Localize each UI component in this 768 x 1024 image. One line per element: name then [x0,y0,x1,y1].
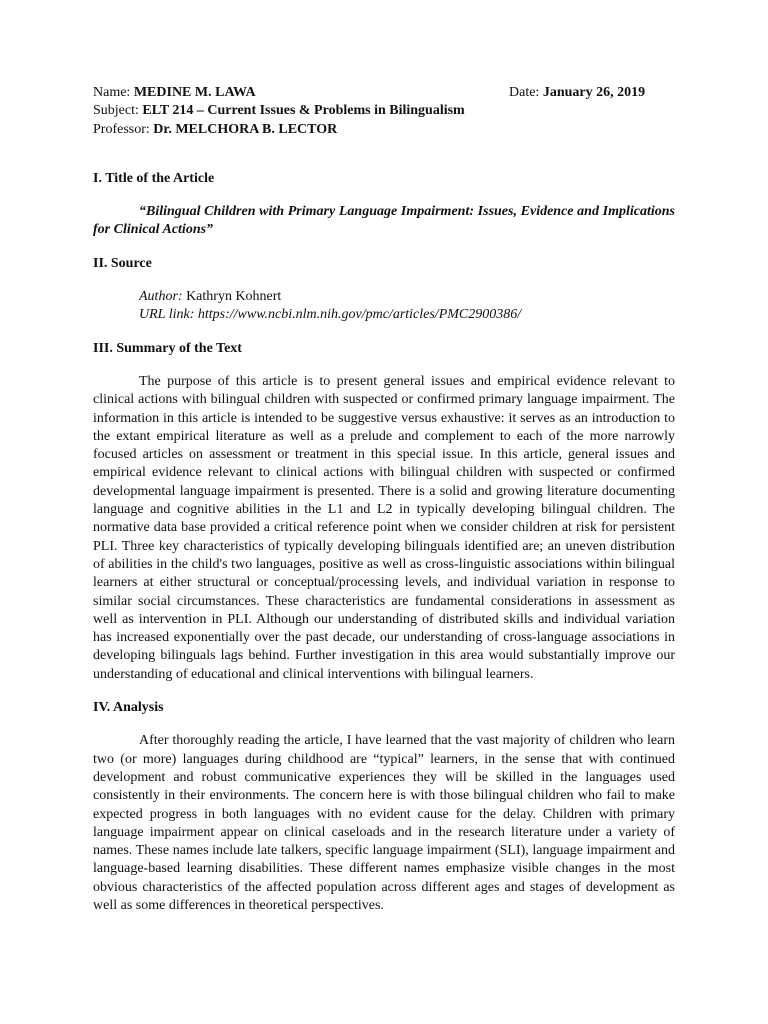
url-line [93,306,675,324]
analysis-heading: IV. Analysis [93,700,164,716]
url-value: https://www.ncbi.nlm.nih.gov/pmc/articles/PMC2900386/ [197,307,522,323]
source-heading: II. Source [93,255,152,271]
summary-heading: III. Summary of the Text [93,340,242,356]
title-heading: I. Title of the Article [93,170,215,186]
author-label: Author: [139,289,183,305]
article-title: “Bilingual Children with Primary Language Impairment: Issues, Evidence and Implications for Clinical Actions” [93,204,675,238]
professor-label: Professor: [93,121,154,137]
professor-line [93,121,675,139]
date-field [509,84,645,102]
author-value: Kathryn Kohnert [182,289,282,305]
name-line [93,84,675,102]
date-label: Date: [509,85,543,100]
subject-label: Subject: [93,103,143,119]
professor-value: Dr. MELCHORA B. LECTOR [153,121,338,137]
url-label: URL link: [139,307,198,323]
name-label: Name: [93,85,134,100]
subject-line [93,102,675,120]
summary-paragraph: The purpose of this article is to present general issues and empirical evidence relevant to clinical actions with bilingual children with suspected or confirmed primary language impairment. The information in this article is intended to be suggestive versus exhaustive: it serves as an introduction to the extant empirical literature as well as a prelude and complement to each of the more narrowly focused articles on assessment or treatment in this special issue. In this article, general issues and empirical evidence relevant to clinical actions with bilingual children with suspected or confirmed developmental language impairment is presented. There is a solid and growing literature documenting language and cognitive abilities in the L1 and L2 in typically developing bilingual children. The normative data base provided a critical reference point when we consider children at risk for persistent PLI. Three key characteristics of typically developing bilinguals identified are; an uneven distribution of abilities in the child's two languages, positive as well as cross-linguistic associations within bilingual learners at either structural or conceptual/processing levels, and individual variation in response to similar social circumstances. These characteristics are fundamental considerations in assessment as well as intervention in PLI. Although our understanding of distributed skills and individual variation has increased exponentially over the past decade, our understanding of cross-language associations in developing bilinguals lags behind. Further investigation in this area would substantially improve our understanding of educational and clinical interventions with bilingual learners. [93,373,675,682]
subject-value: ELT 214 – Current Issues & Problems in Bilingualism [142,103,465,119]
author-line [93,288,675,306]
date-value: January 26, 2019 [542,85,646,100]
student-name: MEDINE M. LAWA [133,85,256,100]
analysis-paragraph: After thoroughly reading the article, I have learned that the vast majority of children who learn two (or more) languages during childhood are “typical” learners, in the sense that with continued development and robust communicative experiences they will be skilled in the languages used consistently in their environments. The concern here is with those bilingual children who fail to make expected progress in both languages with no evident cause for the delay. Children with primary language impairment appear on clinical caseloads and in the research literature under a variety of names. These names include late talkers, specific language impairment (SLI), language impairment and language-based learning disabilities. These different names emphasize visible changes in the most obvious characteristics of the affected population across different ages and stages of development as well as some differences in theoretical perspectives. [93,733,675,913]
